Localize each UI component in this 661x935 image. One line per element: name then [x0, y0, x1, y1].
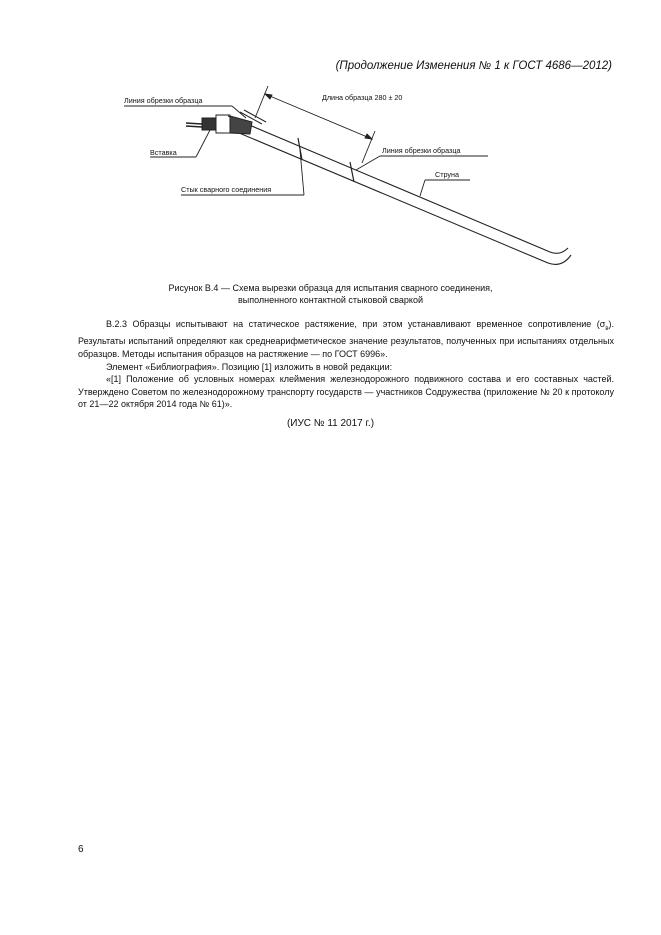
label-weld-joint: Стык сварного соединения	[181, 185, 272, 194]
label-string: Струна	[435, 170, 459, 179]
label-cut-line-left: Линия обрезки образца	[124, 96, 203, 105]
rod-body	[228, 116, 571, 264]
caption-line-1: Рисунок В.4 — Схема вырезки образца для испытания сварного соединения,	[168, 283, 493, 293]
label-insert: Вставка	[150, 148, 177, 157]
insert-holder	[186, 110, 266, 134]
page-header: (Продолжение Изменения № 1 к ГОСТ 4686—2012)	[335, 60, 612, 72]
body-text	[78, 318, 614, 411]
paragraph-b23: В.2.3 Образцы испытывают на статическое растяжение, при этом устанавливают временное сопротивление $(\sigma_в)$. Результаты испытаний определяют как среднеарифметическое значение результатов, полученных при испытаниях отдельных образцов. Методы испытания образцов на растяжение — по ГОСТ 6996».	[78, 319, 614, 359]
paragraph-bibliography: Элемент «Библиография». Позицию [1] изложить в новой редакции:	[106, 361, 393, 372]
weld-joint-marks	[298, 138, 354, 182]
paragraph-reference-1: «[1] Положение об условных номерах клеймения железнодорожного подвижного состава и его составных частей. Утверждено Советом по железнодорожному транспорту государств — участников Содружества (приложение № 20 к протоколу от 21—22 октября 2014 года № 61)».	[78, 374, 614, 410]
figure-caption	[0, 282, 661, 306]
label-length: Длина образца 280 ± 20	[322, 93, 403, 102]
sample-cutting-diagram	[0, 0, 661, 300]
ius-reference: (ИУС № 11 2017 г.)	[286, 418, 375, 429]
page-number: 6	[78, 844, 84, 855]
label-cut-line-right: Линия обрезки образца	[382, 146, 461, 155]
caption-line-2: выполненного контактной стыковой сваркой	[237, 295, 423, 305]
